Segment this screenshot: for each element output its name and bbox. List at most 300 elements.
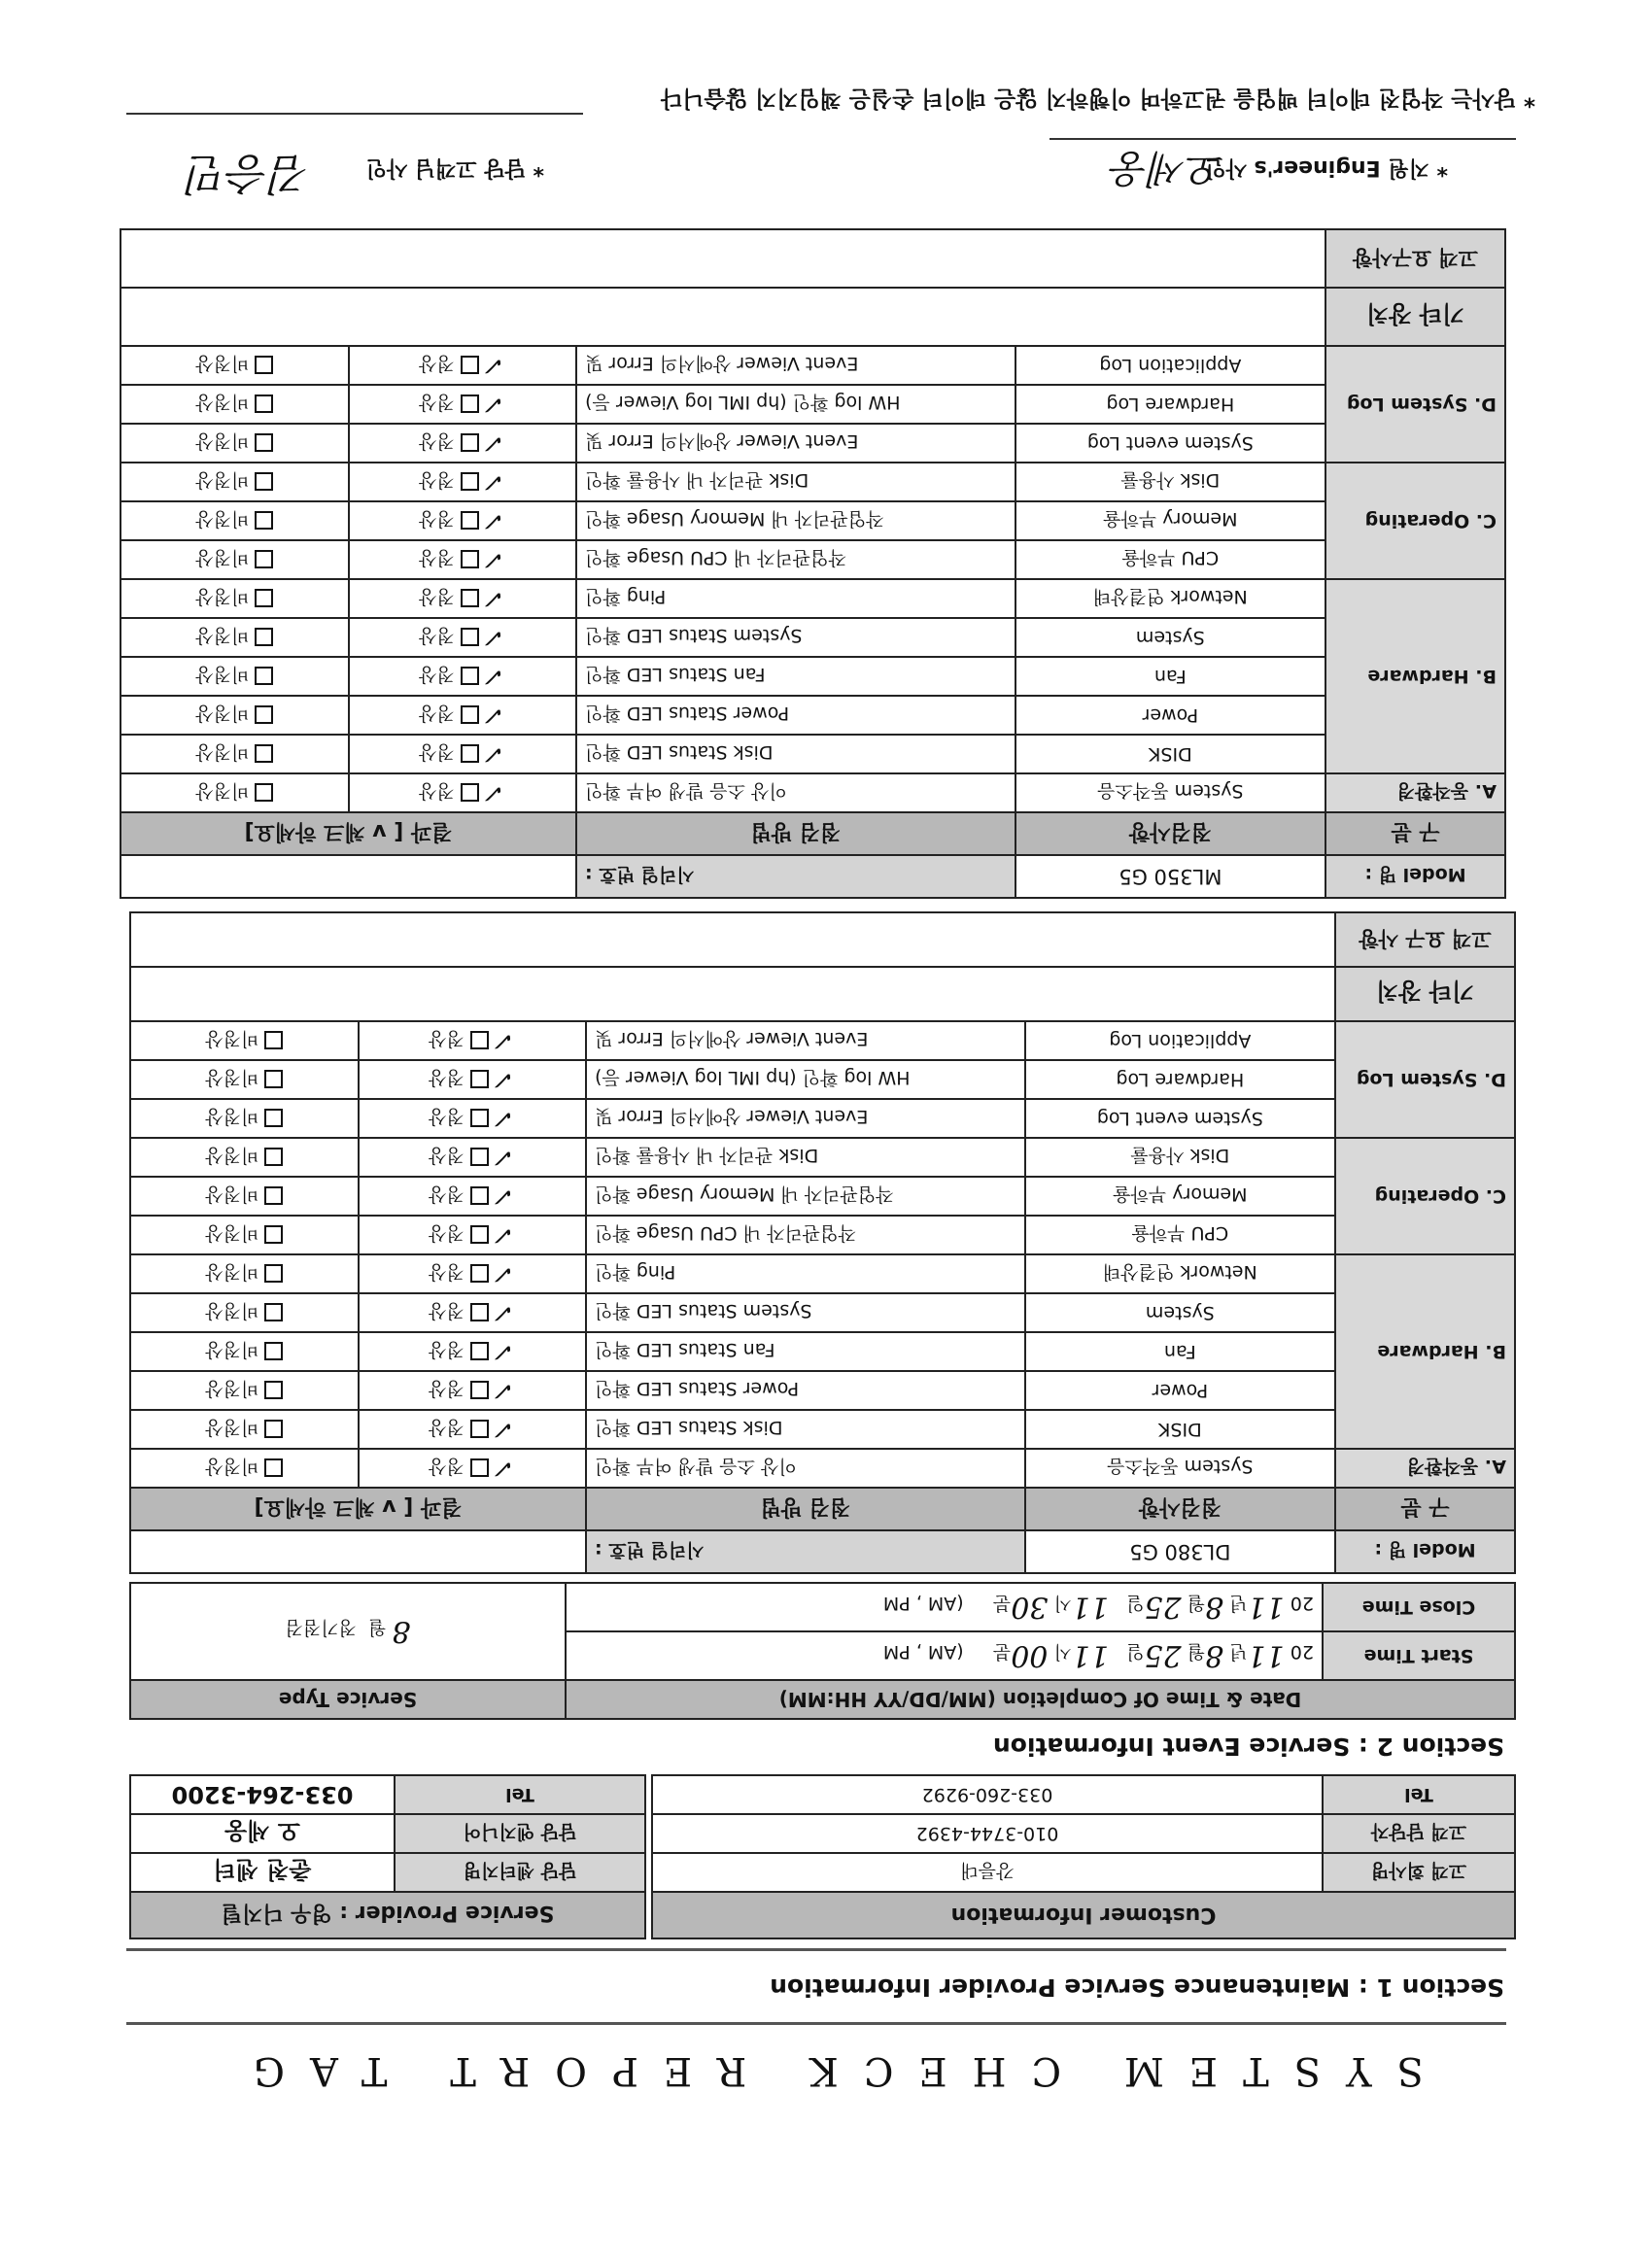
model1-normal-cell[interactable]: [359, 1060, 587, 1099]
model1-abnormal-cell[interactable]: [130, 1254, 359, 1293]
customer-contact-value: 010-3744-4392: [652, 1814, 1323, 1853]
abnormal-label: 비정상: [195, 625, 250, 647]
checkbox-icon[interactable]: [461, 394, 479, 413]
service-type-hand: 8: [392, 1614, 411, 1649]
checkbox-icon[interactable]: [461, 356, 479, 374]
model2-row: [120, 540, 1505, 579]
model1-group-label: C. Operating: [1335, 1138, 1515, 1254]
check-mark-icon: ✓: [484, 506, 506, 535]
normal-label: 정상: [419, 625, 455, 646]
model1-method: System Status LED 확인: [586, 1293, 1025, 1332]
model2-row: [120, 696, 1505, 735]
model1-abnormal-cell[interactable]: [130, 1371, 359, 1410]
normal-label: 정상: [419, 741, 455, 763]
check-mark-icon: ✓: [494, 1065, 516, 1094]
normal-label: 정상: [419, 508, 455, 530]
model2-abnormal-cell[interactable]: [120, 735, 349, 773]
model1-normal-cell[interactable]: [359, 1138, 587, 1177]
close-time-label: Close Time: [1323, 1583, 1515, 1631]
model2-other-device-label: 기타 장치: [1325, 288, 1505, 346]
model1-request-label: 고객 요구 사항: [1335, 912, 1515, 967]
model1-row: [130, 1138, 1515, 1177]
start-min-unit: 분: [992, 1641, 1012, 1664]
checkbox-icon[interactable]: [461, 667, 479, 685]
checkbox-icon[interactable]: [461, 589, 479, 607]
model2-normal-cell[interactable]: [349, 385, 577, 424]
checkbox-icon[interactable]: [255, 512, 273, 531]
model1-abnormal-cell[interactable]: [130, 1138, 359, 1177]
start-ampm: (AM , PM: [882, 1641, 964, 1664]
checkbox-icon[interactable]: [264, 1343, 283, 1361]
model2-serial-value: [120, 855, 576, 898]
model1-item: Application Log: [1025, 1021, 1335, 1060]
model1-abnormal-cell[interactable]: [130, 1177, 359, 1216]
model2-normal-cell[interactable]: [349, 463, 577, 501]
model2-item: Disk 사용률: [1015, 463, 1325, 501]
abnormal-label: 비정상: [205, 1300, 259, 1322]
checkbox-icon[interactable]: [255, 706, 273, 725]
model2-abnormal-cell[interactable]: [120, 618, 349, 657]
provider-info-table: [129, 1774, 646, 1939]
start-month-unit: 월: [1187, 1641, 1206, 1664]
model1-method: Power Status LED 확인: [586, 1371, 1025, 1410]
model1-normal-cell[interactable]: [359, 1332, 587, 1371]
model2-normal-cell[interactable]: [349, 424, 577, 463]
model2-normal-cell[interactable]: [349, 773, 577, 812]
date-time-header: Date & Time Of Completion (MM/DD/YY HH:MM): [566, 1680, 1515, 1719]
normal-label: 정상: [419, 780, 455, 802]
check-mark-icon: ✓: [494, 1026, 516, 1055]
model2-method: Disk Status LED 확인: [576, 735, 1015, 773]
model2-normal-cell[interactable]: [349, 346, 577, 385]
model1-col-result: 결과 [ v 체크 하세요]: [130, 1488, 586, 1530]
model1-item: System event Log: [1025, 1099, 1335, 1138]
model1-row: [130, 1177, 1515, 1216]
customer-info-table: [651, 1774, 1516, 1939]
model2-method: Event Viewer 상에서의 Error 및: [576, 346, 1015, 385]
model2-col-result: 결과 [ v 체크 하세요]: [120, 812, 576, 855]
checkbox-icon[interactable]: [461, 472, 479, 491]
normal-label: 정상: [429, 1300, 465, 1321]
model2-method: 이상 소음 발생 여부 확인: [576, 773, 1015, 812]
normal-label: 정상: [419, 547, 455, 568]
checkbox-icon[interactable]: [470, 1264, 489, 1283]
model2-check-table: [120, 228, 1506, 899]
model1-method: HW log 확인 (hp IML log Viewer 등): [586, 1060, 1025, 1099]
model1-normal-cell[interactable]: [359, 1177, 587, 1216]
model2-item: CPU 부하율: [1015, 540, 1325, 579]
model2-model-value: ML350 G5: [1015, 855, 1325, 898]
checkbox-icon[interactable]: [461, 550, 479, 568]
abnormal-label: 비정상: [195, 586, 250, 608]
checkbox-icon[interactable]: [470, 1342, 489, 1360]
model2-row: [120, 657, 1505, 696]
model1-method: Disk Status LED 확인: [586, 1410, 1025, 1449]
start-day-hand: 25: [1144, 1638, 1182, 1673]
start-time-value: [566, 1631, 1323, 1680]
abnormal-label: 비정상: [195, 780, 250, 803]
model1-normal-cell[interactable]: [359, 1371, 587, 1410]
check-mark-icon: ✓: [484, 584, 506, 613]
model1-abnormal-cell[interactable]: [130, 1021, 359, 1060]
start-min-hand: 00: [1011, 1638, 1049, 1673]
model1-serial-label: 시리얼 번호 :: [586, 1530, 1025, 1573]
model2-serial-label: 시리얼 번호 :: [576, 855, 1015, 898]
abnormal-label: 비정상: [205, 1417, 259, 1439]
checkbox-icon[interactable]: [470, 1109, 489, 1127]
model2-abnormal-cell[interactable]: [120, 463, 349, 501]
model2-item: Fan: [1015, 657, 1325, 696]
service-type-suffix: 정기점검: [285, 1617, 357, 1639]
model1-abnormal-cell[interactable]: [130, 1099, 359, 1138]
model2-normal-cell[interactable]: [349, 579, 577, 618]
model2-normal-cell[interactable]: [349, 540, 577, 579]
model2-normal-cell[interactable]: [349, 735, 577, 773]
model2-row: [120, 385, 1505, 424]
checkbox-icon[interactable]: [470, 1186, 489, 1205]
abnormal-label: 비정상: [205, 1067, 259, 1089]
checkbox-icon[interactable]: [461, 705, 479, 724]
model2-request-value: [120, 229, 1325, 288]
abnormal-label: 비정상: [205, 1261, 259, 1284]
normal-label: 정상: [419, 703, 455, 724]
model1-row: [130, 1410, 1515, 1449]
model2-item: Application Log: [1015, 346, 1325, 385]
checkbox-icon[interactable]: [470, 1420, 489, 1438]
check-mark-icon: ✓: [484, 662, 506, 691]
model1-normal-cell[interactable]: [359, 1410, 587, 1449]
checkbox-icon[interactable]: [461, 433, 479, 452]
close-year-prefix: 20: [1290, 1593, 1314, 1615]
model2-abnormal-cell[interactable]: [120, 346, 349, 385]
normal-label: 정상: [429, 1028, 465, 1049]
check-mark-icon: ✓: [484, 623, 506, 652]
checkbox-icon[interactable]: [264, 1304, 283, 1322]
checkbox-icon[interactable]: [255, 395, 273, 414]
customer-contact-label: 고객 담당자: [1323, 1814, 1515, 1853]
checkbox-icon[interactable]: [264, 1110, 283, 1128]
provider-center-value: 춘천 센터: [130, 1853, 395, 1892]
close-month-hand: 8: [1205, 1590, 1224, 1625]
abnormal-label: 비정상: [205, 1183, 259, 1206]
checkbox-icon[interactable]: [461, 511, 479, 530]
model1-item: DISK: [1025, 1410, 1335, 1449]
abnormal-label: 비정상: [205, 1106, 259, 1128]
abnormal-label: 비정상: [205, 1339, 259, 1361]
model2-item: System event Log: [1015, 424, 1325, 463]
model2-method: Fan Status LED 확인: [576, 657, 1015, 696]
model2-normal-cell[interactable]: [349, 696, 577, 735]
model1-item: Hardware Log: [1025, 1060, 1335, 1099]
model1-row: [130, 1332, 1515, 1371]
normal-label: 정상: [429, 1417, 465, 1438]
check-mark-icon: ✓: [484, 467, 506, 497]
normal-label: 정상: [419, 586, 455, 607]
model1-normal-cell[interactable]: [359, 1099, 587, 1138]
model2-abnormal-cell[interactable]: [120, 657, 349, 696]
checkbox-icon[interactable]: [264, 1149, 283, 1167]
model2-row: [120, 735, 1505, 773]
customer-company-value: 강릉대: [652, 1853, 1323, 1892]
checkbox-icon[interactable]: [264, 1071, 283, 1089]
model1-abnormal-cell[interactable]: [130, 1410, 359, 1449]
customer-company-label: 고객 회사명: [1323, 1853, 1515, 1892]
abnormal-label: 비정상: [195, 664, 250, 686]
provider-info-header: Service Provider : 영우 디지털: [130, 1892, 645, 1938]
section1-rule: [126, 1948, 1506, 1951]
provider-engineer-label: 담당 엔지니어: [395, 1814, 645, 1853]
normal-label: 정상: [419, 392, 455, 413]
checkbox-icon[interactable]: [255, 590, 273, 608]
model1-abnormal-cell[interactable]: [130, 1293, 359, 1332]
model2-item: Power: [1015, 696, 1325, 735]
normal-label: 정상: [429, 1067, 465, 1088]
checkbox-icon[interactable]: [255, 473, 273, 492]
model1-abnormal-cell[interactable]: [130, 1332, 359, 1371]
abnormal-label: 비정상: [195, 703, 250, 725]
normal-label: 정상: [429, 1378, 465, 1399]
model1-group-label: B. Hardware: [1335, 1254, 1515, 1449]
model1-model-value: DL380 G5: [1025, 1530, 1335, 1573]
abnormal-label: 비정상: [195, 392, 250, 414]
model1-normal-cell[interactable]: [359, 1021, 587, 1060]
engineer-signature: 오세웅: [1112, 146, 1224, 190]
checkbox-icon[interactable]: [470, 1303, 489, 1321]
footer-note: * 당사는 작업전 데이터 백업을 권고하며 이행하지 않은 데이터 손실은 책임지지 않습니다: [661, 86, 1535, 111]
abnormal-label: 비정상: [195, 469, 250, 492]
checkbox-icon[interactable]: [264, 1265, 283, 1284]
normal-label: 정상: [419, 664, 455, 685]
model2-row: [120, 501, 1505, 540]
start-hour-unit: 시: [1053, 1641, 1072, 1664]
start-day-unit: 일: [1126, 1641, 1145, 1664]
model2-method: Disk 관리자 내 사용률 확인: [576, 463, 1015, 501]
checkbox-icon[interactable]: [255, 745, 273, 764]
provider-tel-value: 033-264-3200: [130, 1775, 395, 1814]
checkbox-icon[interactable]: [264, 1421, 283, 1439]
service-type-header: Service Type: [130, 1680, 566, 1719]
model1-item: CPU 부하율: [1025, 1216, 1335, 1254]
model2-abnormal-cell[interactable]: [120, 501, 349, 540]
normal-label: 정상: [419, 353, 455, 374]
customer-info-header: Customer Information: [652, 1892, 1515, 1938]
checkbox-icon[interactable]: [264, 1459, 283, 1478]
checkbox-icon[interactable]: [255, 784, 273, 803]
normal-label: 정상: [429, 1183, 465, 1205]
close-time-value: [566, 1583, 1323, 1631]
model1-row: [130, 1060, 1515, 1099]
model1-normal-cell[interactable]: [359, 1254, 587, 1293]
model2-abnormal-cell[interactable]: [120, 540, 349, 579]
model2-item: Network 연결상태: [1015, 579, 1325, 618]
checkbox-icon[interactable]: [470, 1031, 489, 1049]
model1-row: [130, 1293, 1515, 1332]
check-mark-icon: ✓: [484, 701, 506, 730]
normal-label: 정상: [429, 1456, 465, 1477]
title-rule: [126, 2022, 1506, 2025]
model2-method: HW log 확인 (hp IML log Viewer 등): [576, 385, 1015, 424]
model1-group-label: D. System Log: [1335, 1021, 1515, 1138]
model2-group-label: B. Hardware: [1325, 579, 1505, 773]
model2-item: DISK: [1015, 735, 1325, 773]
model2-abnormal-cell[interactable]: [120, 385, 349, 424]
model1-method: Event Viewer 상에서의 Error 및: [586, 1099, 1025, 1138]
model1-other-device-label: 기타 장치: [1335, 967, 1515, 1021]
checkbox-icon[interactable]: [461, 783, 479, 802]
model1-abnormal-cell[interactable]: [130, 1216, 359, 1254]
close-ampm: (AM , PM: [882, 1593, 964, 1615]
model1-col-item: 점검사항: [1025, 1488, 1335, 1530]
model1-request-value: [130, 912, 1335, 967]
start-hour-hand: 11: [1071, 1638, 1109, 1673]
model2-row: [120, 618, 1505, 657]
checkbox-icon[interactable]: [264, 1226, 283, 1245]
abnormal-label: 비정상: [205, 1456, 259, 1478]
document-title: SYSTEM CHECK REPORT TAG: [228, 2048, 1424, 2093]
model2-request-label: 고객 요구사항: [1325, 229, 1505, 288]
model1-col-method: 점검 방법: [586, 1488, 1025, 1530]
check-mark-icon: ✓: [484, 390, 506, 419]
model2-item: System: [1015, 618, 1325, 657]
model1-item: Network 연결상태: [1025, 1254, 1335, 1293]
model2-abnormal-cell[interactable]: [120, 424, 349, 463]
checkbox-icon[interactable]: [470, 1225, 489, 1244]
model1-serial-value: [130, 1530, 586, 1573]
abnormal-label: 비정상: [205, 1378, 259, 1400]
normal-label: 정상: [419, 430, 455, 452]
model2-method: System Status LED 확인: [576, 618, 1015, 657]
model2-col-item: 점검사항: [1015, 812, 1325, 855]
model1-other-device-value: [130, 967, 1335, 1021]
checkbox-icon[interactable]: [264, 1187, 283, 1206]
start-year-prefix: 20: [1290, 1641, 1314, 1664]
model1-normal-cell[interactable]: [359, 1216, 587, 1254]
check-mark-icon: ✓: [484, 778, 506, 807]
customer-sign-label: * 담당 고객님 사인: [365, 155, 544, 180]
checkbox-icon[interactable]: [255, 629, 273, 647]
model2-normal-cell[interactable]: [349, 501, 577, 540]
model1-group-label: A. 동작환경: [1335, 1449, 1515, 1488]
customer-sign-line: [126, 113, 583, 115]
provider-center-label: 담당 센터지명: [395, 1853, 645, 1892]
model1-normal-cell[interactable]: [359, 1293, 587, 1332]
checkbox-icon[interactable]: [264, 1032, 283, 1050]
model2-item: Hardware Log: [1015, 385, 1325, 424]
model2-normal-cell[interactable]: [349, 657, 577, 696]
provider-engineer-value: 오 세웅: [130, 1814, 395, 1853]
model1-row: [130, 1021, 1515, 1060]
checkbox-icon[interactable]: [461, 628, 479, 646]
check-mark-icon: ✓: [494, 1376, 516, 1405]
engineer-sign-label: * 지원 Engineer's 사인: [1205, 155, 1448, 180]
model1-method: Event Viewer 상에서의 Error 및: [586, 1021, 1025, 1060]
normal-label: 정상: [429, 1339, 465, 1360]
check-mark-icon: ✓: [494, 1259, 516, 1288]
customer-tel-label: Tel: [1323, 1775, 1515, 1814]
checkbox-icon[interactable]: [264, 1382, 283, 1400]
start-time-label: Start Time: [1323, 1631, 1515, 1680]
check-mark-icon: ✓: [494, 1337, 516, 1366]
abnormal-label: 비정상: [195, 353, 250, 375]
model2-row: [120, 346, 1505, 385]
model2-row: [120, 773, 1505, 812]
abnormal-label: 비정상: [195, 508, 250, 531]
close-hour-hand: 11: [1071, 1590, 1109, 1625]
checkbox-icon[interactable]: [470, 1148, 489, 1166]
section2-heading: Section 2 : Service Event Information: [992, 1732, 1504, 1761]
model2-normal-cell[interactable]: [349, 618, 577, 657]
model2-abnormal-cell[interactable]: [120, 696, 349, 735]
model2-col-category: 구 분: [1325, 812, 1505, 855]
service-type-prefix: 월: [368, 1617, 387, 1639]
check-mark-icon: ✓: [484, 351, 506, 380]
service-event-table: [129, 1582, 1516, 1720]
close-day-hand: 25: [1144, 1590, 1182, 1625]
check-mark-icon: ✓: [494, 1298, 516, 1327]
abnormal-label: 비정상: [195, 430, 250, 453]
check-mark-icon: ✓: [484, 739, 506, 769]
customer-signature: 김승민: [187, 149, 311, 198]
model1-row: [130, 1254, 1515, 1293]
checkbox-icon[interactable]: [255, 357, 273, 375]
model1-check-table: [129, 911, 1516, 1574]
model1-abnormal-cell[interactable]: [130, 1449, 359, 1488]
model2-group-label: A. 동작환경: [1325, 773, 1505, 812]
close-hour-unit: 시: [1053, 1593, 1072, 1615]
checkbox-icon[interactable]: [470, 1458, 489, 1477]
check-mark-icon: ✓: [494, 1220, 516, 1250]
service-type-value: [130, 1583, 566, 1680]
model2-group-label: C. Operating: [1325, 463, 1505, 579]
normal-label: 정상: [429, 1106, 465, 1127]
model1-row: [130, 1216, 1515, 1254]
checkbox-icon[interactable]: [255, 551, 273, 569]
model2-method: 작업관리자 내 CPU Usage 확인: [576, 540, 1015, 579]
abnormal-label: 비정상: [195, 547, 250, 569]
check-mark-icon: ✓: [494, 1104, 516, 1133]
checkbox-icon[interactable]: [255, 434, 273, 453]
check-mark-icon: ✓: [494, 1454, 516, 1483]
abnormal-label: 비정상: [205, 1145, 259, 1167]
model1-row: [130, 1099, 1515, 1138]
model1-row: [130, 1371, 1515, 1410]
checkbox-icon[interactable]: [461, 744, 479, 763]
model1-abnormal-cell[interactable]: [130, 1060, 359, 1099]
model2-abnormal-cell[interactable]: [120, 773, 349, 812]
model1-item: Power: [1025, 1371, 1335, 1410]
model2-item: System 동작소음: [1015, 773, 1325, 812]
model1-row: [130, 1449, 1515, 1488]
model1-method: 이상 소음 발생 여부 확인: [586, 1449, 1025, 1488]
model1-item: System: [1025, 1293, 1335, 1332]
close-min-hand: 30: [1011, 1590, 1049, 1625]
model2-other-device-value: [120, 288, 1325, 346]
model1-item: Disk 사용률: [1025, 1138, 1335, 1177]
checkbox-icon[interactable]: [470, 1070, 489, 1088]
close-min-unit: 분: [992, 1593, 1012, 1615]
checkbox-icon[interactable]: [255, 668, 273, 686]
close-year-hand: 11: [1247, 1590, 1285, 1625]
check-mark-icon: ✓: [494, 1143, 516, 1172]
model2-abnormal-cell[interactable]: [120, 579, 349, 618]
model1-item: Fan: [1025, 1332, 1335, 1371]
model1-method: 작업관리자 내 Memory Usage 확인: [586, 1177, 1025, 1216]
model2-method: 작업관리자 내 Memory Usage 확인: [576, 501, 1015, 540]
model2-col-method: 점검 방법: [576, 812, 1015, 855]
normal-label: 정상: [429, 1145, 465, 1166]
model1-normal-cell[interactable]: [359, 1449, 587, 1488]
checkbox-icon[interactable]: [470, 1381, 489, 1399]
